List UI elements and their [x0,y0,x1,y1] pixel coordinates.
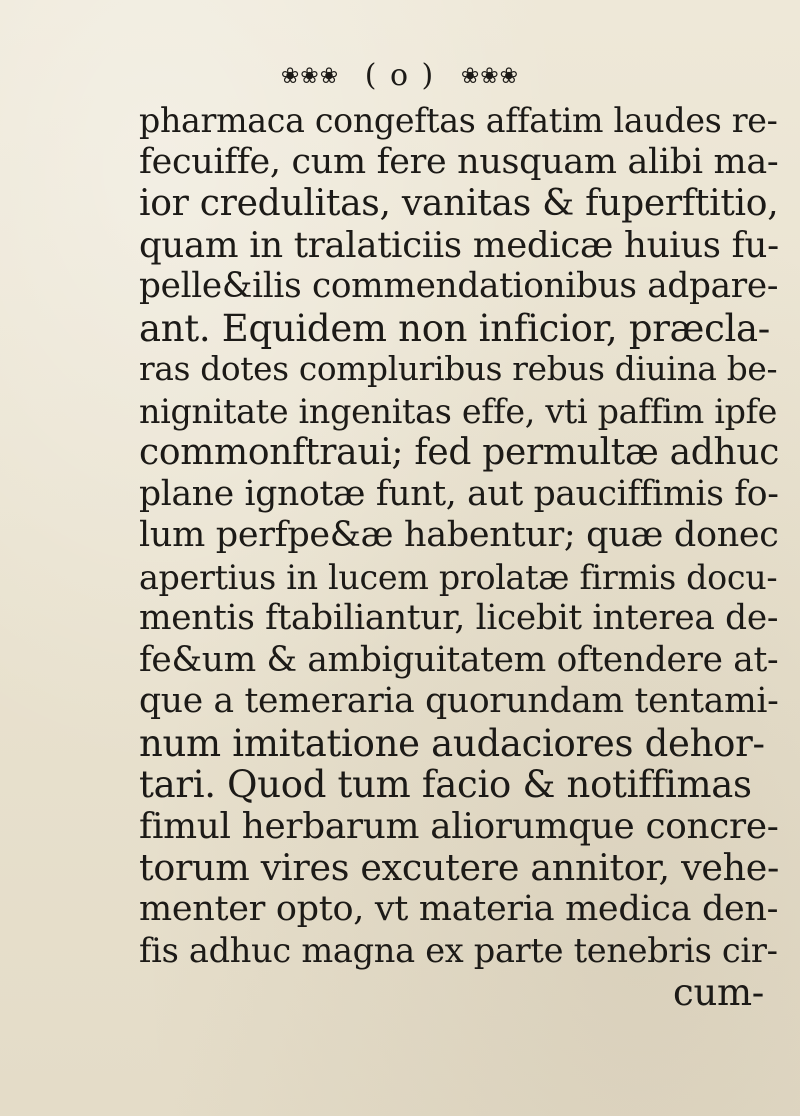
text-line: tari. Quod tum facio & notiffimas [139,763,752,806]
text-line: pelle&ilis commendationibus adpare- [139,266,779,306]
page-header [0,58,800,95]
text-line: quam in tralaticiis medicæ huius fu- [139,224,779,266]
text-line: plane ignotæ funt, aut pauciffimis fo- [139,473,779,514]
text-line: fimul herbarum aliorumque concre- [139,805,779,847]
text-line: fis adhuc magna ex parte tenebris cir- [139,931,778,970]
text-line: fe&um & ambiguitatem oftendere at- [139,639,779,680]
text-line: commonftraui; fed permultæ adhuc [139,432,780,473]
catchword: cum- [673,970,764,1014]
text-line: menter opto, vt materia medica den- [139,888,779,929]
text-line: ior credulitas, vanitas & fuperftitio, [139,182,779,224]
text-line: pharmaca congeftas affatim laudes re- [139,101,778,140]
text-line: fecuiffe, cum fere nusquam alibi ma- [139,141,779,182]
text-line: lum perfpe&æ habentur; quæ donec [139,515,779,555]
text-line: ras dotes compluribus rebus diuina be- [139,350,778,388]
body-text [139,100,779,1013]
text-line: apertius in lucem prolatæ firmis docu- [139,557,778,597]
text-line: torum vires excutere annitor, vehe- [139,846,780,889]
text-line: que a temeraria quorundam tentami- [139,681,779,721]
text-line: mentis ftabiliantur, licebit interea de- [139,598,779,638]
page-number: ( o ) [364,58,436,93]
text-line: ant. Equidem non inficior, præcla- [139,306,770,350]
text-line: num imitatione audaciores dehor- [139,721,765,765]
left-ornament: ❀❀❀ [280,64,340,89]
text-line: nignitate ingenitas effe, vti paffim ipfe [139,391,778,431]
right-ornament: ❀❀❀ [460,64,520,89]
